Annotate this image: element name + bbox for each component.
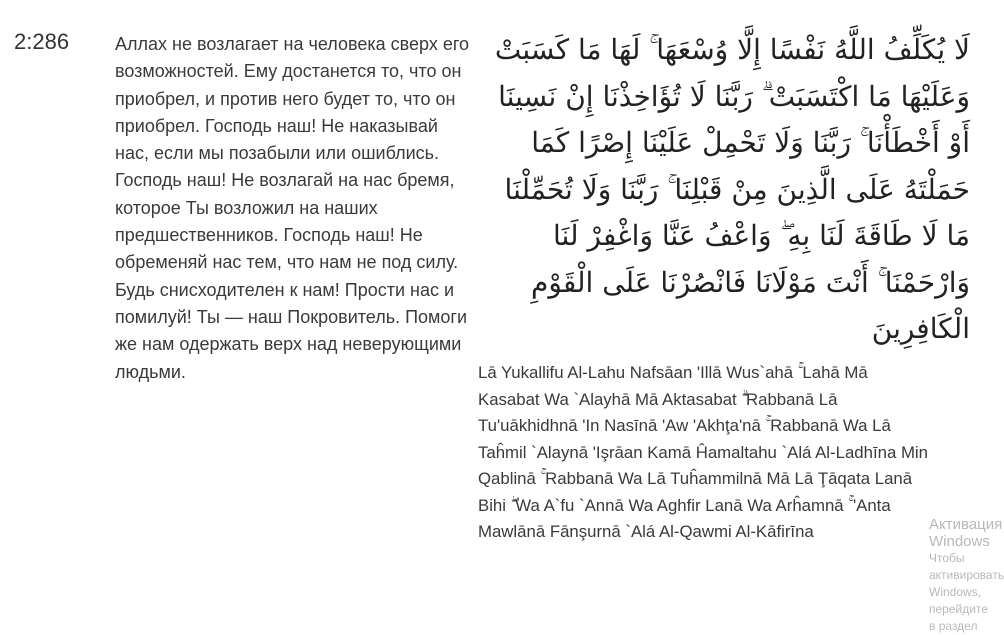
windows-activation-watermark [929,516,1004,633]
watermark-title: Активация Windows [929,516,1003,550]
verse-translation: Аллах не возлагает на человека сверх его возможностей. Ему достанется то, что он приобрел, и против него будет то, что он приобрел. Господь наш! Не наказывай нас, если мы позабыли или ошиблись. Господь наш! Не возлагай на нас бремя, которое Ты возложил на наших предшественников. Господь наш! Не обременяй нас тем, что нам не под силу. Будь снисходителен к нам! Прости нас и помилуй! Ты — наш Покровитель. Помоги же нам одержать верх над неверующими людьми. [115,34,470,382]
verse-arabic: لَا يُكَلِّفُ اللَّهُ نَفْسًا إِلَّا وُسْعَهَا ۚ لَهَا مَا كَسَبَتْ وَعَلَيْهَا مَا اكْتَسَبَتْ ۗ رَبَّنَا لَا تُؤَاخِذْنَا إِنْ نَسِينَا أَوْ أَخْطَأْنَا ۚ رَبَّنَا وَلَا تَحْمِلْ عَلَيْنَا إِصْرًا كَمَا حَمَلْتَهُ عَلَى الَّذِينَ مِنْ قَبْلِنَا ۚ رَبَّنَا وَلَا تُحَمِّلْنَا مَا لَا طَاقَةَ لَنَا بِهِ ۖ وَاعْفُ عَنَّا وَاغْفِرْ لَنَا وَارْحَمْنَا ۚ أَنْتَ مَوْلَانَا فَانْصُرْنَا عَلَى الْقَوْمِ الْكَافِرِينَ [494,33,970,345]
verse-transliteration: Lā Yukallifu Al-Lahu Nafsāan 'Illā Wus`ahā ۚ Lahā Mā Kasabat Wa `Alayhā Mā Aktasabat ۗ Rabbanā Lā Tu'uākhidhnā 'In Nasīnā 'Aw 'Akhţa'nā ۚ Rabbanā Wa Lā Taĥmil `Alaynā 'Işrāan Kamā Ĥamaltahu `Alá Al-Ladhīna Min Qablinā ۚ Rabbanā Wa Lā Tuĥammilnā Mā Lā Ţāqata Lanā Bihi ۖ Wa A`fu `Annā Wa Aghfir Lanā Wa Arĥamnā ۚ 'Anta Mawlānā Fānşurnā `Alá Al-Qawmi Al-Kāfirīna [478,363,928,541]
watermark-subtitle: Чтобы активировать Windows, перейдите в раздел [929,551,1004,633]
verse-number: 2:286 [14,29,70,54]
